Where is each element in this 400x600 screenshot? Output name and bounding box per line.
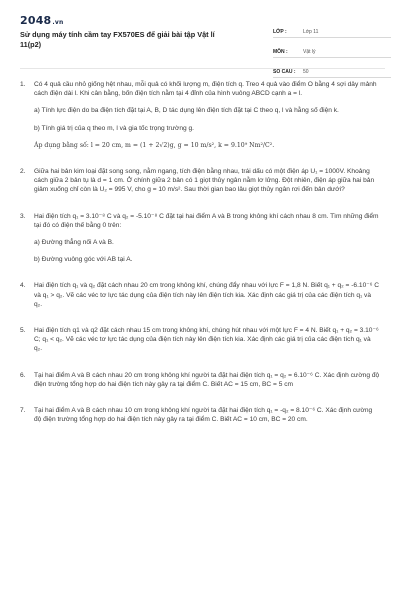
question-part-a: a) Đường thẳng nối A và B.: [34, 239, 114, 247]
question-2: [20, 167, 380, 195]
question-1: [20, 80, 380, 150]
question-text: Giữa hai bản kim loại đặt song song, nằm ngang, tích điện bằng nhau, trái dấu có một điện áp U₁ = 1000V. Khoảng cách giữa 2 bản tụ là d = 1 cm. Ở chính giữa 2 bản có 1 giọt thủy ngân nằm lơ lửng. Đột nhiên, điện áp giữa hai bản giảm xuống chỉ còn là U₂ = 995 V, cho g = 10 m/s². Sau thời gian bao lâu giọt thủy ngân rơi đến bản dưới?: [34, 168, 375, 194]
meta-row-class: [273, 24, 391, 38]
question-number: 3.: [20, 212, 26, 220]
document-meta: [273, 24, 391, 84]
question-part-b: b) Đường vuông góc với AB tại A.: [34, 256, 133, 264]
meta-value: Vật lý: [303, 49, 316, 55]
question-text: Hai điện tích q1 và q2 đặt cách nhau 15 cm trong không khí, chúng hút nhau với một lực F = 4 N. Biết q₁ + q₂ = 3.10⁻⁶ C; q₁ < q₂. Vẽ các véc tơ lực tác dụng của điện tích này lên điện tích kia. Xác định các giá trị của các điện tích q₁ và q₂.: [34, 327, 379, 353]
meta-value: 50: [303, 69, 309, 75]
question-number: 6.: [20, 371, 26, 379]
logo-number: 2048: [20, 14, 52, 27]
document-title: Sử dụng máy tính cầm tay FX570ES để giải bài tập Vật lí 11(p2): [20, 30, 215, 49]
question-list: [20, 80, 380, 439]
question-part-a: a) Tính lực điện do ba điện tích đặt tại A, B, D tác dụng lên điện tích đặt tại C theo q, l và hằng số điện k.: [34, 107, 339, 115]
meta-key: MÔN :: [273, 49, 288, 55]
question-formula: Áp dụng bằng số: l = 20 cm, m = (1 + 2√2)g, g = 10 m/s², k = 9.10⁹ Nm²/C².: [34, 141, 275, 149]
question-6: [20, 371, 380, 389]
header-divider: [20, 68, 385, 69]
question-text: Tại hai điểm A và B cách nhau 20 cm trong không khí người ta đặt hai điện tích q₁ = q₂ = 6.10⁻⁶ C. Xác định cường độ điện trường tổng hợp do hai điện tích này gây ra tại điểm C. Biết AC = 15 cm, BC = 5 cm: [34, 371, 380, 388]
question-4: [20, 281, 380, 309]
meta-value: Lớp 11: [303, 29, 319, 35]
question-5: [20, 326, 380, 354]
question-text: Có 4 quả cầu nhỏ giống hệt nhau, mỗi quả có khối lượng m, điện tích q. Treo 4 quả vào điểm O bằng 4 sợi dây mảnh cách điện dài l. Khi cân bằng, bốn điện tích nằm tại 4 đỉnh của hình vuông ABCD cạnh a = l.: [34, 81, 377, 98]
meta-key: SỐ CÂU :: [273, 69, 296, 75]
logo-suffix: .vn: [52, 19, 64, 26]
meta-row-subject: [273, 44, 391, 58]
question-number: 5.: [20, 327, 26, 335]
question-7: [20, 406, 380, 424]
page-header: [20, 14, 385, 75]
question-text: Tại hai điểm A và B cách nhau 10 cm trong không khí người ta đặt hai điện tích q₁ = -q₂ = 8.10⁻⁶ C. Xác định cường độ điện trường tổng hợp do hai điện tích này gây ra tại điểm C. Biết AC = 10 cm, BC = 20 cm.: [34, 407, 373, 424]
question-number: 1.: [20, 81, 26, 88]
question-text: Hai điện tích q₁ = 3.10⁻⁸ C và q₂ = -5.10⁻⁸ C đặt tại hai điểm A và B trong không khí cách nhau 8 cm. Tìm những điểm tại đó có điện thế bằng 0 trên:: [34, 212, 379, 229]
question-number: 2.: [20, 168, 26, 176]
question-number: 4.: [20, 282, 26, 290]
question-3: [20, 212, 380, 265]
meta-key: LỚP :: [273, 29, 287, 35]
question-text: Hai điện tích q₁ và q₂ đặt cách nhau 20 cm trong không khí, chúng đẩy nhau với lực F = 1,8 N. Biết q₁ + q₂ = -6.10⁻⁶ C và q₁ > q₂. Vẽ các véc tơ lực tác dụng của điện tích này lên điện tích kia. Xác định các giá trị của các điện tích q₁ và q₂.: [34, 282, 380, 308]
question-part-b: b) Tính giá trị của q theo m, l và gia tốc trọng trường g.: [34, 124, 194, 132]
question-number: 7.: [20, 407, 26, 415]
meta-row-count: [273, 64, 391, 78]
